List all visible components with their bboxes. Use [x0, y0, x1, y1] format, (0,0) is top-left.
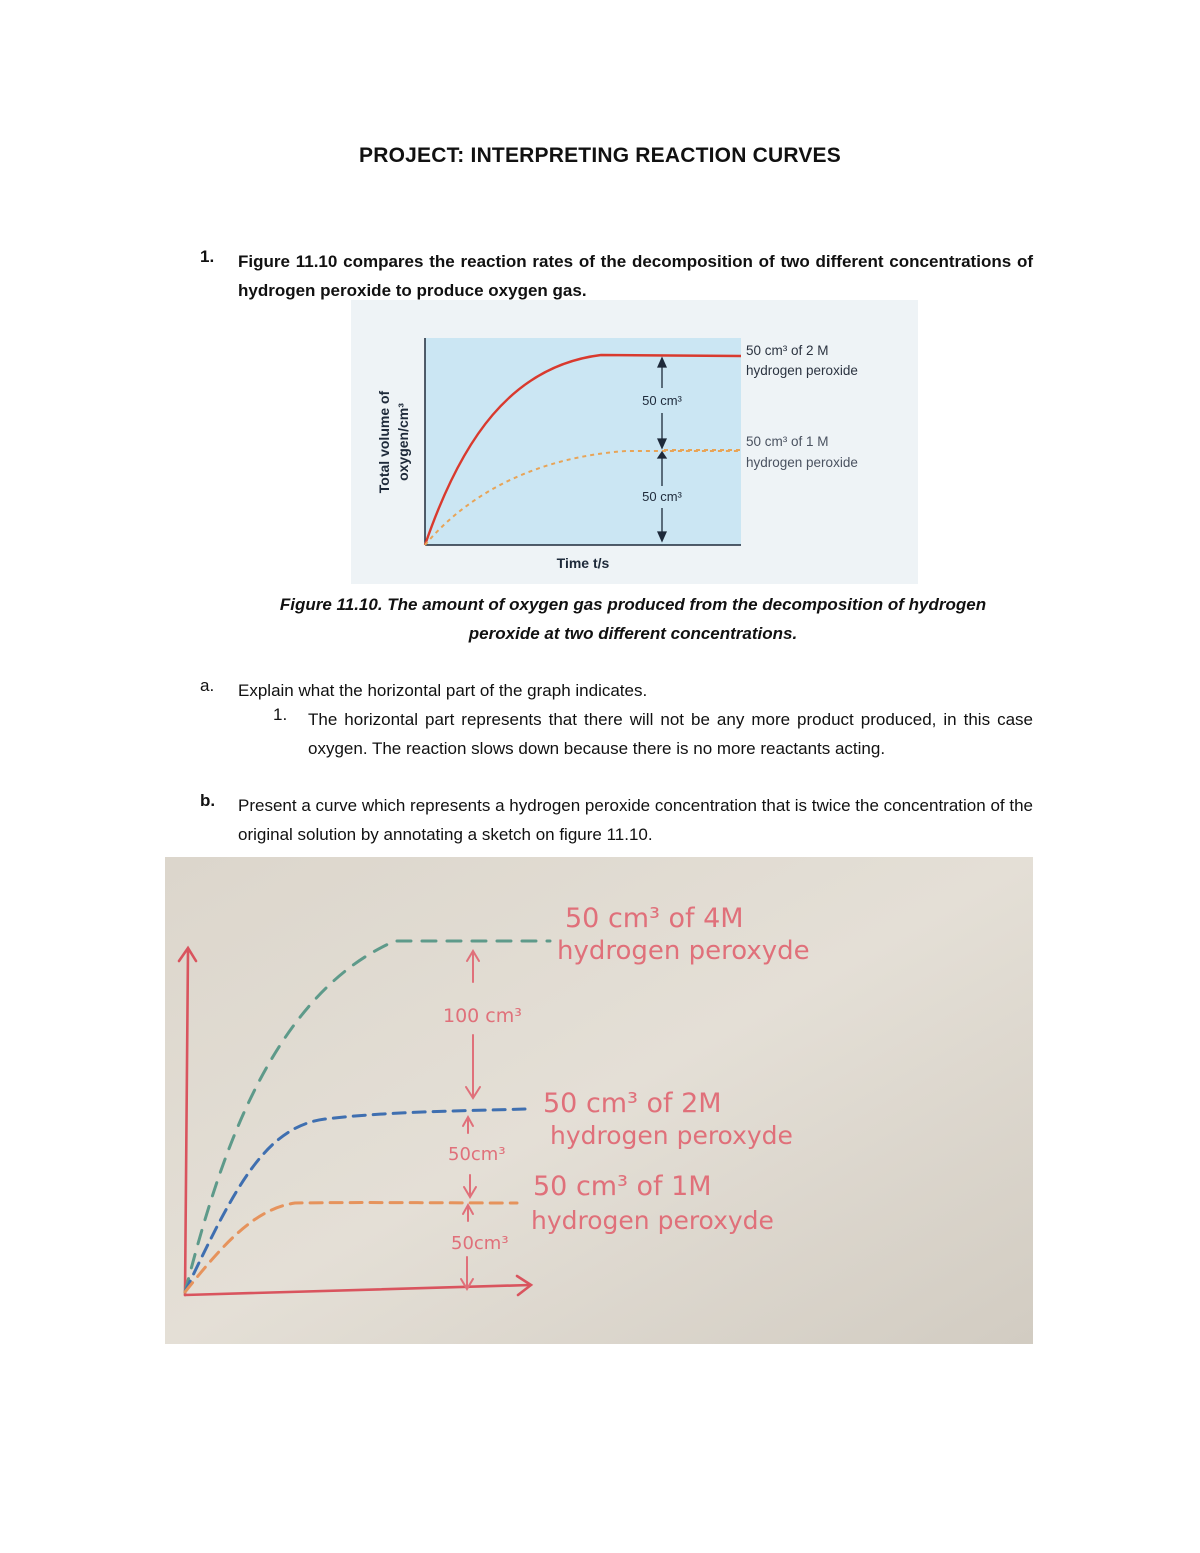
part-a-answer: The horizontal part represents that there will not be any more product produced, in this case oxygen. The reaction slows down because there is no more reactants acting. [308, 710, 1033, 758]
part-a-text: Explain what the horizontal part of the graph indicates. [238, 681, 648, 700]
page-title: PROJECT: INTERPRETING REACTION CURVES [359, 144, 841, 167]
sketch-2m-line2: hydrogen peroxyde [550, 1121, 793, 1150]
sketch-gap-50-upper: 50cm³ [448, 1144, 506, 1165]
sketch-gap-100: 100 cm³ [443, 1005, 522, 1027]
question-text: Figure 11.10 compares the reaction rates of the decomposition of two different concentrations of hydrogen peroxide to produce oxygen gas. [238, 252, 1033, 300]
part-b-label: b. [200, 791, 216, 810]
part-b-text: Present a curve which represents a hydrogen peroxide concentration that is twice the concentration of the original solution by annotating a sketch on figure 11.10. [238, 796, 1033, 844]
caption-line1: Figure 11.10. The amount of oxygen gas produced from the decomposition of hydrogen [279, 595, 987, 614]
y-axis-label-line2: oxygen/cm³ [395, 403, 411, 481]
sketch-1m-line1: 50 cm³ of 1M [533, 1171, 712, 1202]
figure-11-10 [351, 300, 918, 584]
series-1m-label-line1: 50 cm³ of 1 M [746, 434, 829, 449]
series-2m-label-line1: 50 cm³ of 2 M [746, 343, 829, 358]
x-axis-label: Time t/s [556, 555, 610, 571]
sketch-1m-line2: hydrogen peroxyde [531, 1206, 774, 1235]
gap-upper-label: 50 cm³ [642, 393, 682, 408]
series-1m-label-line2: hydrogen peroxide [746, 455, 858, 470]
figure-caption [200, 590, 1066, 648]
part-a-answer-number: 1. [273, 705, 288, 724]
y-axis-label-line1: Total volume of [376, 390, 392, 494]
sketch-4m-line2: hydrogen peroxyde [557, 936, 810, 966]
series-2m-label-line2: hydrogen peroxide [746, 363, 858, 378]
gap-lower-label: 50 cm³ [642, 489, 682, 504]
sketch-2m-line1: 50 cm³ of 2M [543, 1088, 722, 1119]
caption-line2: peroxide at two different concentrations. [468, 624, 798, 643]
sketch-4m-line1: 50 cm³ of 4M [565, 903, 744, 934]
sketch-photo [165, 857, 1033, 1344]
part-a-label: a. [200, 676, 215, 695]
sketch-gap-50-lower: 50cm³ [451, 1233, 509, 1254]
question-number: 1. [200, 247, 215, 266]
